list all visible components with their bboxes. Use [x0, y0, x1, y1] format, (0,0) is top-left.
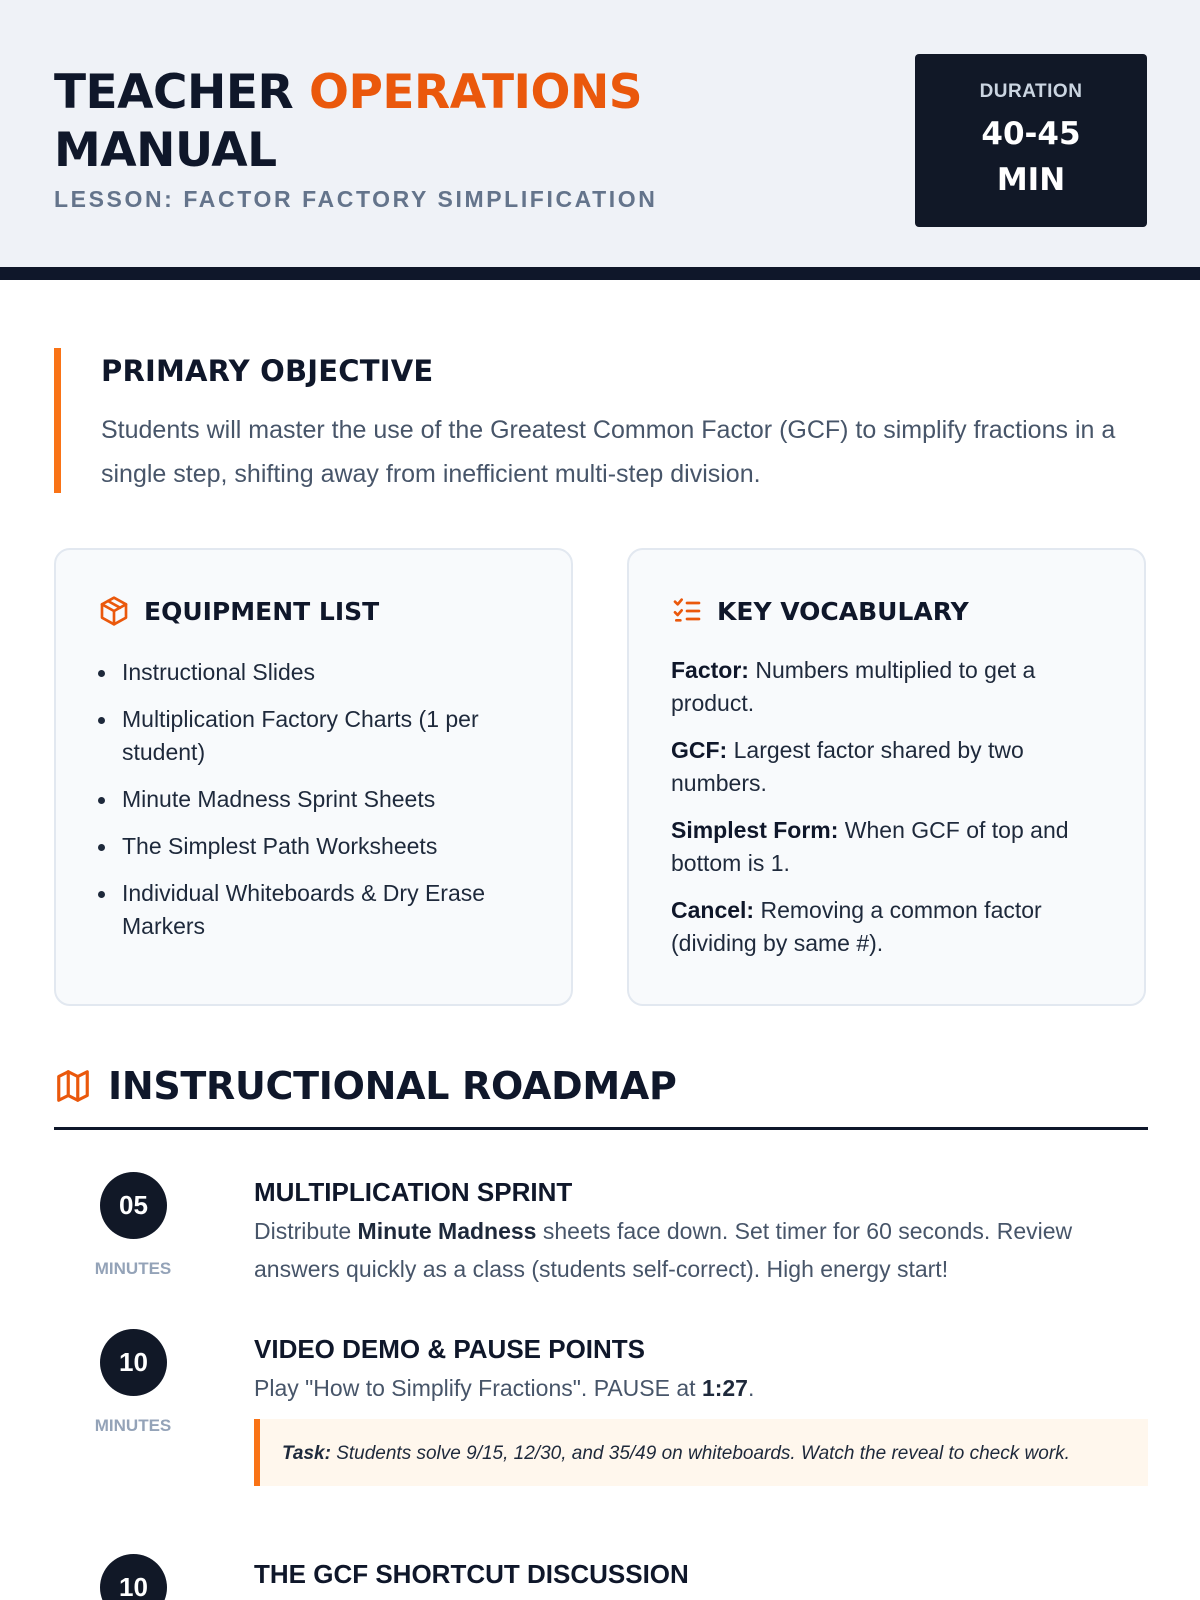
- duration-value: 40-45 MIN: [981, 116, 1081, 198]
- page-title: [54, 64, 814, 180]
- step-text-bold: 1:27: [701, 1375, 748, 1401]
- vocab-item: [671, 814, 1104, 880]
- roadmap-step: [54, 1554, 1148, 1600]
- equipment-item: Multiplication Factory Charts (1 per student): [122, 703, 531, 769]
- vocab-term: Cancel:: [671, 897, 755, 923]
- step-text-bold: Minute Madness: [357, 1218, 537, 1244]
- step-title: VIDEO DEMO & PAUSE POINTS: [254, 1334, 646, 1364]
- task-callout: [254, 1419, 1148, 1486]
- minutes-unit: MINUTES: [94, 1416, 172, 1435]
- vocab-term: Factor:: [671, 657, 749, 683]
- step-text-part: Play "How to Simplify Fractions". PAUSE at: [254, 1375, 702, 1401]
- title-part2: MANUAL: [54, 123, 277, 178]
- cube-icon: [98, 595, 130, 627]
- roadmap-heading: INSTRUCTIONAL ROADMAP: [108, 1064, 677, 1108]
- vocab-term: Simplest Form:: [671, 817, 839, 843]
- vocab-definition: Removing a common factor (dividing by same #).: [671, 897, 1042, 956]
- task-text: Students solve 9/15, 12/30, and 35/49 on whiteboards. Watch the reveal to check work.: [330, 1443, 1070, 1464]
- step-text-part: .: [747, 1375, 755, 1401]
- vocab-item: [671, 734, 1104, 800]
- equipment-heading: EQUIPMENT LIST: [144, 596, 380, 626]
- equipment-item: Instructional Slides: [122, 656, 531, 689]
- step-title: MULTIPLICATION SPRINT: [254, 1177, 573, 1207]
- vocabulary-list: [671, 654, 1104, 960]
- step-title: THE GCF SHORTCUT DISCUSSION: [254, 1559, 689, 1589]
- minutes-badge: 10: [100, 1329, 167, 1396]
- step-text: [254, 1212, 1148, 1288]
- objective-heading: PRIMARY OBJECTIVE: [101, 354, 434, 388]
- equipment-list: [98, 656, 531, 943]
- header: [0, 0, 1200, 280]
- lesson-subtitle: LESSON: FACTOR FACTORY SIMPLIFICATION: [54, 186, 658, 212]
- task-label: Task:: [282, 1443, 331, 1464]
- equipment-item: Individual Whiteboards & Dry Erase Markers: [122, 877, 531, 943]
- equipment-item: The Simplest Path Worksheets: [122, 830, 531, 863]
- objective-text: Students will master the use of the Greatest Common Factor (GCF) to simplify fractions in a single step, shifting away from inefficient multi-step division.: [101, 416, 1116, 488]
- duration-label: DURATION: [979, 81, 1083, 102]
- roadmap-header: [54, 1060, 1148, 1130]
- equipment-card: [54, 548, 573, 1006]
- vocab-term: GCF:: [671, 737, 728, 763]
- vocab-definition: Largest factor shared by two numbers.: [671, 737, 1024, 796]
- step-text-part: Distribute: [254, 1218, 358, 1244]
- minutes-badge: 10: [100, 1554, 167, 1600]
- title-part1: TEACHER: [54, 65, 310, 120]
- step-text: [254, 1369, 1148, 1407]
- roadmap-step: [54, 1172, 1148, 1312]
- map-icon: [54, 1067, 92, 1105]
- equipment-item: Minute Madness Sprint Sheets: [122, 783, 531, 816]
- vocab-definition: Numbers multiplied to get a product.: [671, 657, 1036, 716]
- checklist-icon: [671, 595, 703, 627]
- roadmap-step: [54, 1329, 1148, 1519]
- vocab-item: [671, 654, 1104, 720]
- vocab-item: [671, 894, 1104, 960]
- vocabulary-heading: KEY VOCABULARY: [717, 596, 969, 626]
- minutes-badge: 05: [100, 1172, 167, 1239]
- minutes-unit: MINUTES: [94, 1259, 172, 1278]
- title-accent: OPERATIONS: [309, 65, 643, 120]
- vocab-definition: When GCF of top and bottom is 1.: [671, 817, 1069, 876]
- primary-objective: [54, 348, 1148, 493]
- duration-box: [915, 54, 1147, 227]
- vocabulary-card: [627, 548, 1146, 1006]
- step-text-part: sheets face down. Set timer for 60 seconds. Review answers quickly as a class (students self-correct). High energy start!: [254, 1218, 1073, 1282]
